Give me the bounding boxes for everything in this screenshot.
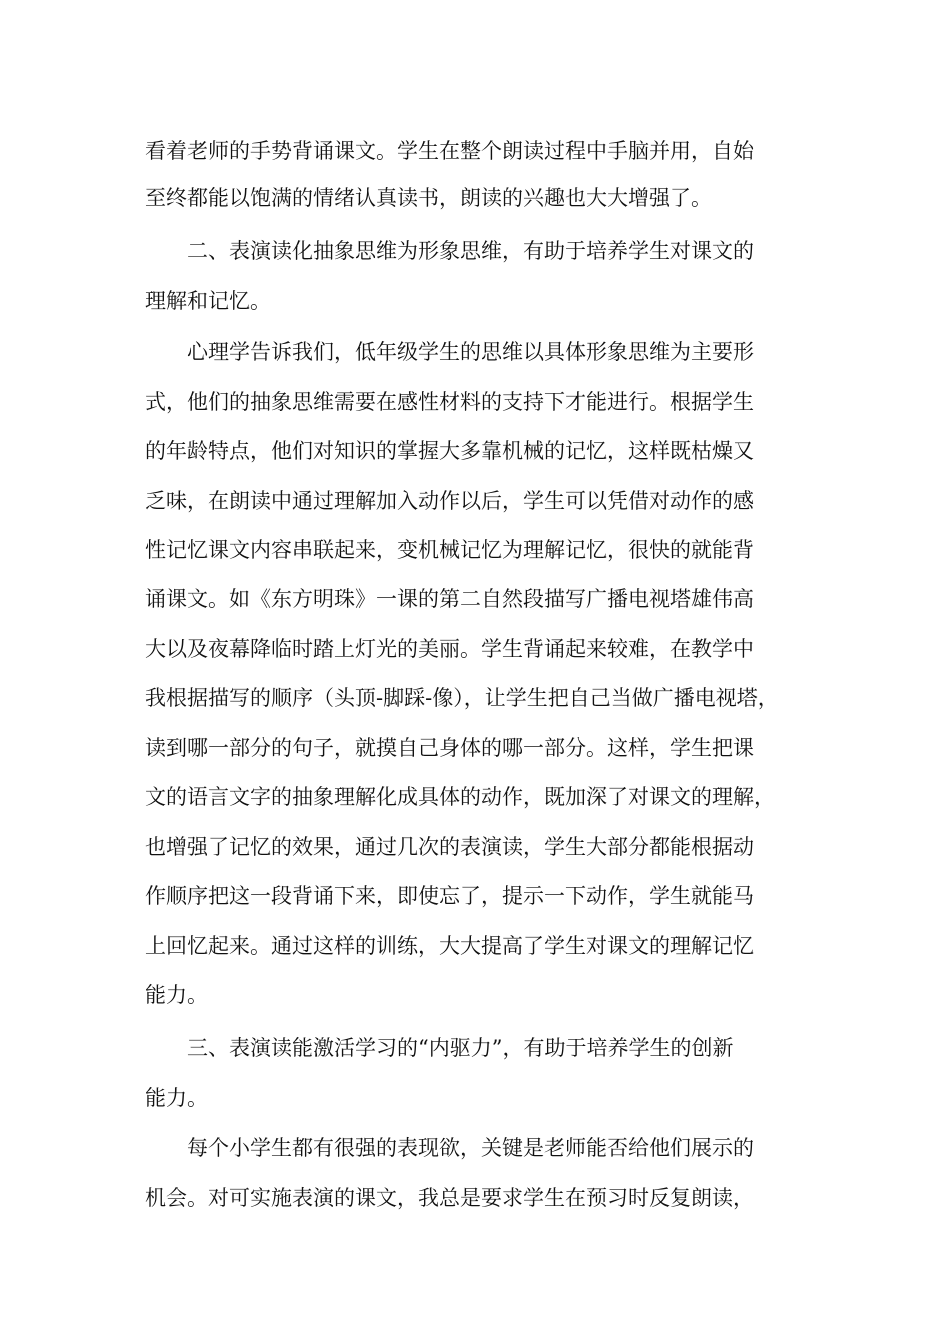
- text-line: 的年龄特点，他们对知识的掌握大多靠机械的记忆，这样既枯燥又: [145, 439, 754, 463]
- text-line: 诵课文。如《东方明珠》一课的第二自然段描写广播电视塔雄伟高: [145, 587, 754, 611]
- text-line: 我根据描写的顺序（头顶-脚踩-像），让学生把自己当做广播电视塔，: [145, 686, 779, 710]
- text-line: 性记忆课文内容串联起来，变机械记忆为理解记忆，很快的就能背: [145, 538, 754, 562]
- section-heading-line: 理解和记忆。: [145, 289, 271, 313]
- text-line: 至终都能以饱满的情绪认真读书，朗读的兴趣也大大增强了。: [145, 186, 712, 210]
- text-line: 机会。对可实施表演的课文，我总是要求学生在预习时反复朗读，: [145, 1186, 754, 1210]
- text-line: 上回忆起来。通过这样的训练，大大提高了学生对课文的理解记忆: [145, 934, 754, 958]
- text-line: 读到哪一部分的句子，就摸自己身体的哪一部分。这样，学生把课: [145, 736, 754, 760]
- text-line: 看着老师的手势背诵课文。学生在整个朗读过程中手脑并用，自始: [145, 139, 754, 163]
- text-line: 乏味，在朗读中通过理解加入动作以后，学生可以凭借对动作的感: [145, 489, 754, 513]
- text-line: 大以及夜幕降临时踏上灯光的美丽。学生背诵起来较难，在教学中: [145, 637, 754, 661]
- paragraph-first-line: 心理学告诉我们，低年级学生的思维以具体形象思维为主要形: [187, 340, 754, 364]
- text-line: 文的语言文字的抽象理解化成具体的动作，既加深了对课文的理解，: [145, 785, 775, 809]
- text-line: 式，他们的抽象思维需要在感性材料的支持下才能进行。根据学生: [145, 390, 754, 414]
- text-line: 作顺序把这一段背诵下来，即使忘了，提示一下动作，学生就能马: [145, 884, 754, 908]
- section-heading-line: 能力。: [145, 1086, 208, 1110]
- text-line: 也增强了记忆的效果，通过几次的表演读，学生大部分都能根据动: [145, 835, 754, 859]
- text-line: 能力。: [145, 983, 208, 1007]
- paragraph-first-line: 每个小学生都有很强的表现欲，关键是老师能否给他们展示的: [187, 1136, 754, 1160]
- section-heading-line: 三、表演读能激活学习的“内驱力”，有助于培养学生的创新: [187, 1036, 734, 1060]
- section-heading-line: 二、表演读化抽象思维为形象思维，有助于培养学生对课文的: [187, 239, 754, 263]
